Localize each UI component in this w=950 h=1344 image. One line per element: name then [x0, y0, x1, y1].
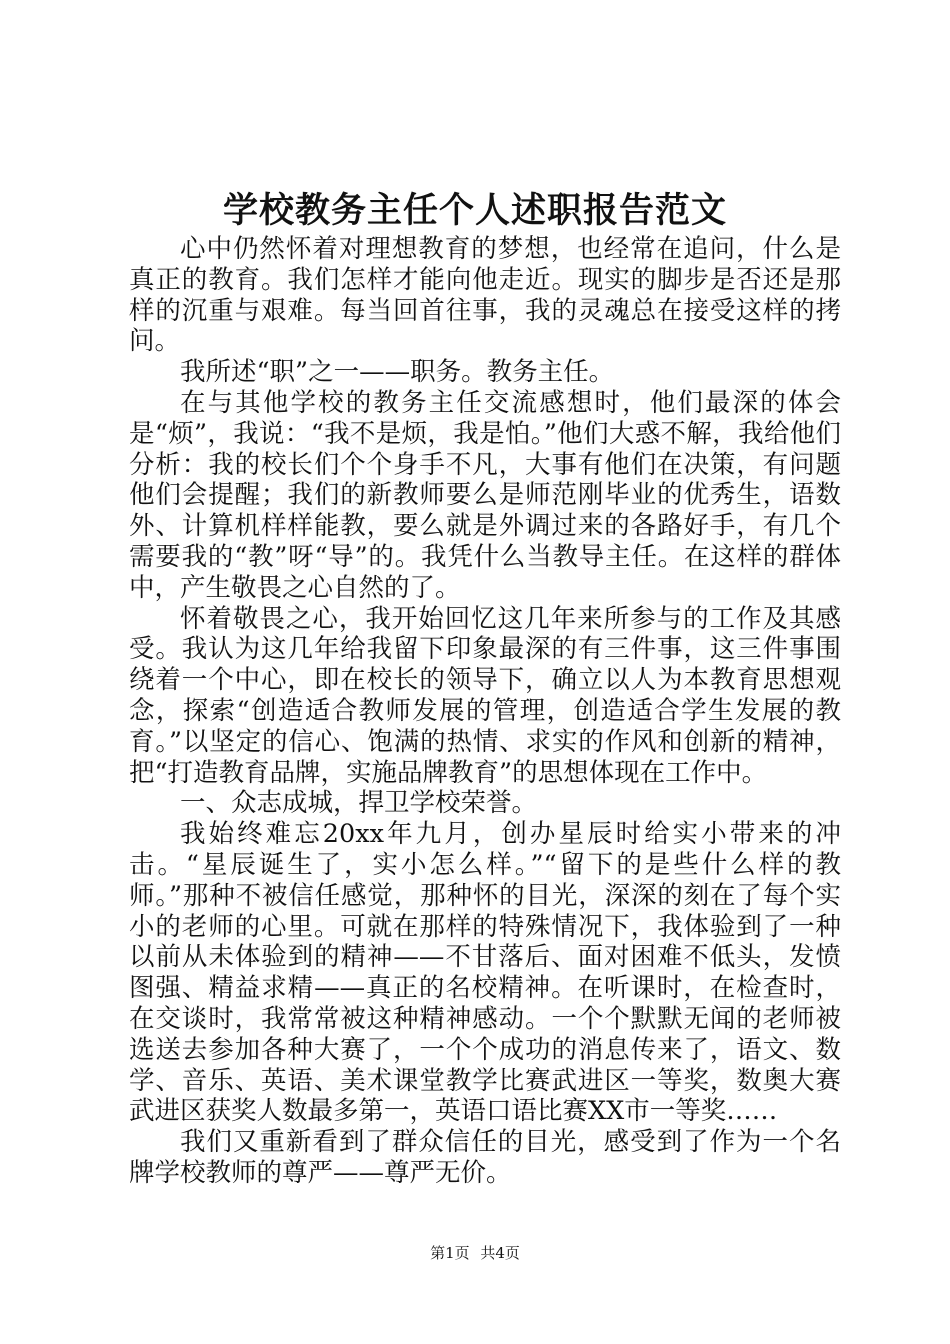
section-heading: 一、众志成城，捍卫学校荣誉。: [180, 788, 538, 819]
paragraph: 我所述“职”之一——职务。教务主任。: [180, 357, 615, 388]
paragraph: 在与其他学校的教务主任交流感想时，他们最深的体会是“烦”，我说：“我不是烦，我是怕。”他们大惑不解，我给他们分析：我的校长们个个身手不凡，大事有他们在决策，有问题他们会提醒；我们的新教师要么是师范刚毕业的优秀生，语数外、计算机样样能教，要么就是外调过来的各路好手，有几个需要我的“教”呀“导”的。我凭什么当教导主任。在这样的群体中，产生敬畏之心自然的了。: [129, 387, 841, 603]
page-number: 第1页: [430, 1244, 470, 1262]
paragraph: 心中仍然怀着对理想教育的梦想，也经常在追问，什么是真正的教育。我们怎样才能向他走近。现实的脚步是否还是那样的沉重与艰难。每当回首往事，我的灵魂总在接受这样的拷问。: [129, 234, 841, 357]
document-title: 学校教务主任个人述职报告范文: [222, 190, 727, 231]
paragraph: 我们又重新看到了群众信任的目光，感受到了作为一个名牌学校教师的尊严——尊严无价。: [129, 1127, 841, 1188]
page-total: 共4页: [480, 1244, 520, 1262]
document-body: [129, 234, 841, 1189]
paragraph: 我始终难忘20xx年九月，创办星辰时给实小带来的冲击。“星辰诞生了，实小怎么样。”“留下的是些什么样的教师。”那种不被信任感觉，那种怀的目光，深深的刻在了每个实小的老师的心里。可就在那样的特殊情况下，我体验到了一种以前从未体验到的精神——不甘落后、面对困难不低头，发愤图强、精益求精——真正的名校精神。在听课时，在检查时，在交谈时，我常常被这种精神感动。一个个默默无闻的老师被选送去参加各种大赛了，一个个成功的消息传来了，语文、数学、音乐、英语、美术课堂教学比赛武进区一等奖，数奥大赛武进区获奖人数最多第一，英语口语比赛XX市一等奖……: [129, 819, 841, 1127]
page-footer: [0, 1243, 950, 1263]
paragraph: 怀着敬畏之心，我开始回忆这几年来所参与的工作及其感受。我认为这几年给我留下印象最深的有三件事，这三件事围绕着一个中心，即在校长的领导下，确立以人为本教育思想观念，探索“创造适合教师发展的管理，创造适合学生发展的教育。”以坚定的信心、饱满的热情、求实的作风和创新的精神，把“打造教育品牌，实施品牌教育”的思想体现在工作中。: [129, 603, 841, 788]
